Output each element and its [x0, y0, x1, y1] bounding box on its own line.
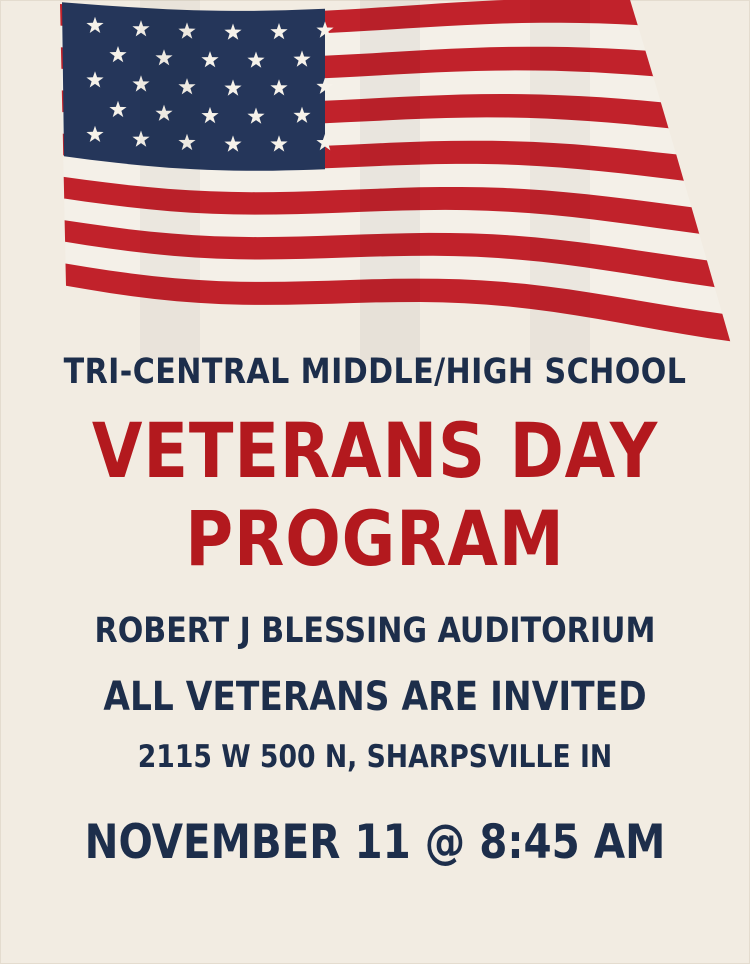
invitation-text: ALL VETERANS ARE INVITED — [103, 674, 647, 720]
event-title-line2: PROGRAM — [185, 494, 565, 583]
school-name: TRI-CENTRAL MIDDLE/HIGH SCHOOL — [63, 352, 687, 392]
us-flag-icon — [0, 0, 750, 360]
event-title-line1: VETERANS DAY — [91, 406, 659, 495]
address-text: 2115 W 500 N, SHARPSVILLE IN — [137, 739, 613, 775]
event-date: NOVEMBER 11 @ 8:45 AM — [84, 815, 666, 870]
venue-name: ROBERT J BLESSING AUDITORIUM — [94, 611, 656, 651]
